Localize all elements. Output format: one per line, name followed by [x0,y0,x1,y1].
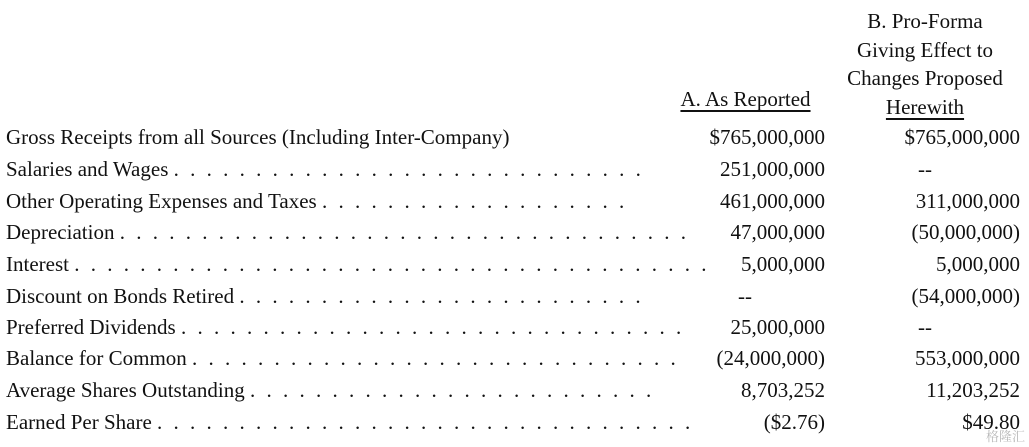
column-b-header [835,9,1015,123]
row-value-as-reported: 251,000,000 [720,157,825,181]
dot-leader: . . . . . . . . . . . . . . . . . . . [321,189,628,213]
row-value-pro-forma: 311,000,000 [915,189,1020,213]
table-row-gross-receipts [0,125,1029,156]
column-b-header-line-4: Herewith [885,94,965,119]
row-value-as-reported: 5,000,000 [741,252,825,276]
row-value-as-reported: ($2.76) [763,410,825,434]
table-row-earned-per-share [0,410,1029,441]
row-value-pro-forma: $765,000,000 [904,125,1020,149]
row-value-pro-forma: 553,000,000 [915,346,1020,370]
row-label: Balance for Common [6,346,187,370]
row-label: Discount on Bonds Retired [6,284,235,308]
watermark-text: 格隆汇 [985,430,1025,445]
row-value-pro-forma: (50,000,000) [911,220,1020,244]
dot-leader: . . . . . . . . . . . . . . . . . . . . . . . . . . . . . . . . . . . [119,220,689,244]
table-row-discount-on-bonds [0,284,1029,315]
table-row-depreciation [0,220,1029,251]
row-value-as-reported: (24,000,000) [716,346,825,370]
row-value-as-reported: $765,000,000 [709,125,825,149]
table-row-average-shares [0,378,1029,409]
dot-leader: . . . . . . . . . . . . . . . . . . . . . . . . . [249,378,655,402]
row-value-as-reported: 461,000,000 [720,189,825,213]
row-label: Interest [6,252,69,276]
dot-leader: . . . . . . . . . . . . . . . . . . . . . . . . . . . . . [173,157,644,181]
row-value-pro-forma: 5,000,000 [936,252,1020,276]
row-label: Other Operating Expenses and Taxes [6,189,317,213]
row-label: Gross Receipts from all Sources (Including Inter-Company) [6,125,510,149]
table-row-other-operating-expenses [0,189,1029,220]
column-b-header-line-1: B. Pro-Forma [867,9,983,33]
dot-leader: . . . . . . . . . . . . . . . . . . . . . . . . . . . . . . . . . [157,410,694,434]
row-label: Preferred Dividends [6,315,176,339]
table-row-salaries-and-wages [0,157,1029,188]
row-value-as-reported: 8,703,252 [741,378,825,402]
row-value-pro-forma: -- [918,157,932,181]
row-label: Salaries and Wages [6,157,169,181]
table-row-balance-for-common [0,346,1029,377]
row-value-as-reported: 25,000,000 [730,315,825,339]
dot-leader: . . . . . . . . . . . . . . . . . . . . . . . . . . . . . . . . . . . . . . . [74,252,710,276]
column-b-header-line-3: Changes Proposed [847,66,1003,90]
dot-leader: . . . . . . . . . . . . . . . . . . . . . . . . . [239,284,644,308]
row-value-as-reported: 47,000,000 [730,220,825,244]
row-value-as-reported: -- [738,284,752,308]
dot-leader: . . . . . . . . . . . . . . . . . . . . . . . . . . . . . . [192,346,679,370]
dot-leader: . . . . . . . . . . . . . . . . . . . . . . . . . . . . . . . [180,315,685,339]
table-row-interest [0,252,1029,283]
row-label: Earned Per Share [6,410,152,434]
row-value-pro-forma: $49.80 [962,410,1020,434]
column-b-header-line-2: Giving Effect to [856,37,994,62]
row-label: Average Shares Outstanding [6,378,245,402]
row-value-pro-forma: 11,203,252 [926,378,1020,402]
row-label: Depreciation [6,220,115,244]
row-value-pro-forma: -- [918,315,932,339]
row-value-pro-forma: (54,000,000) [911,284,1020,308]
table-row-preferred-dividends [0,315,1029,346]
column-a-header-text: A. As Reported [680,87,811,111]
column-a-header [668,87,823,111]
